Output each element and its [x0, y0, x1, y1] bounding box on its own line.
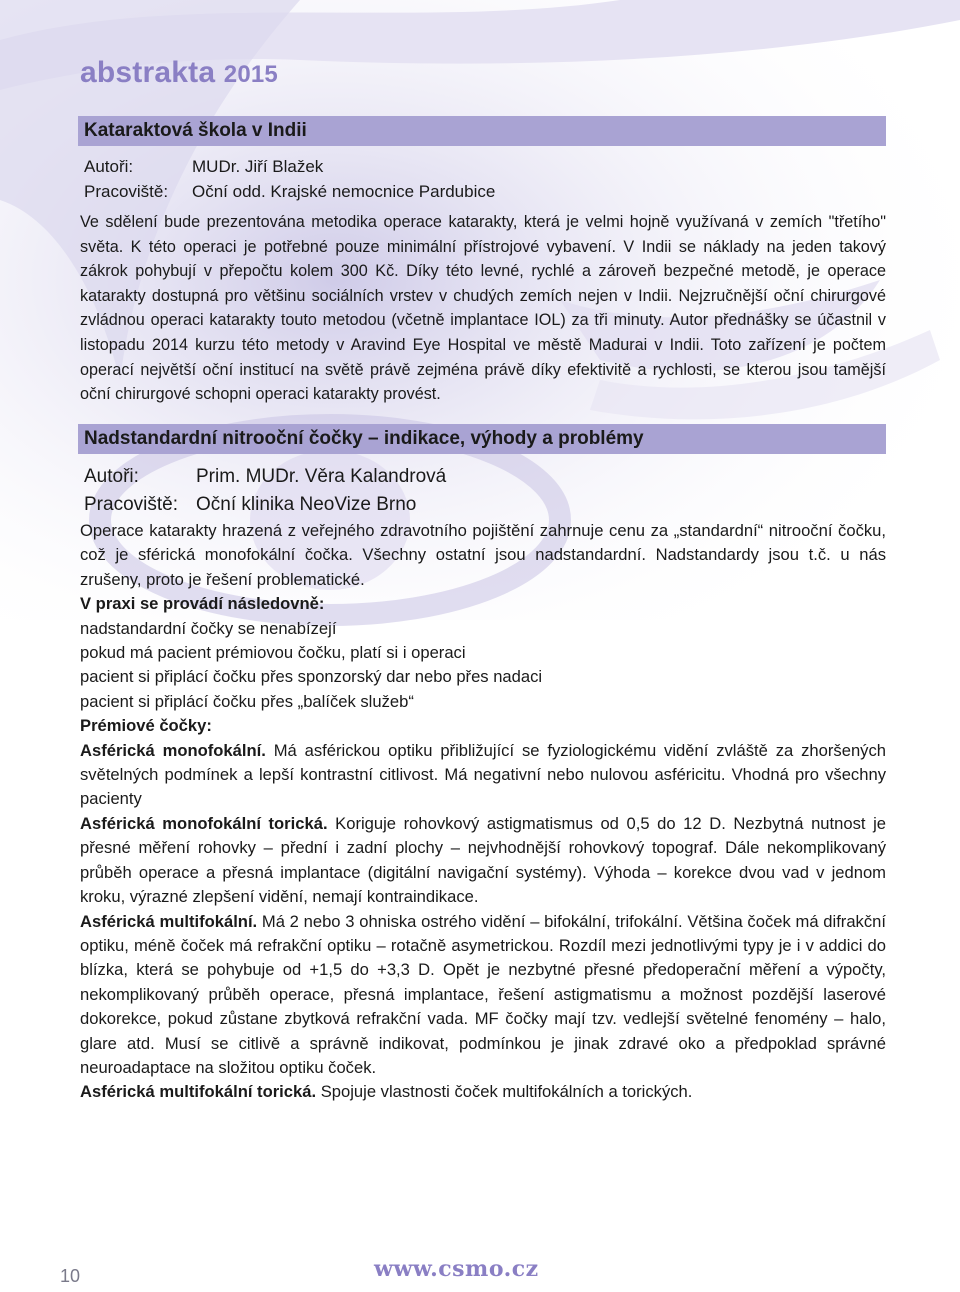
- practice-item: pokud má pacient prémiovou čočku, platí si i operaci: [80, 643, 466, 663]
- practice-item: nadstandardní čočky se nenabízejí: [80, 618, 337, 638]
- workplace-label: Pracoviště:: [84, 494, 178, 515]
- article2-body: [80, 519, 886, 1105]
- lens-name: Asférická monofokální torická.: [80, 813, 328, 833]
- lens-text: Koriguje rohovkový astigmatismus od 0,5 do 12 D. Nezbytná nutnost je přesné měření rohovky – přední i zadní plochy – nejvhodnější rohovkový topograf. Dále nekomplikovaný průběh operace a přesná implantace (digitální navigační systémy). Výhoda – korekce dvou vad v jednom kroku, výrazné zlepšení vidění, nemají kontraindikace.: [80, 813, 887, 907]
- article2-workplace: Oční klinika NeoVize Brno: [196, 494, 417, 515]
- premium-heading: Prémiové čočky:: [80, 716, 212, 736]
- article1-authors: MUDr. Jiří Blažek: [192, 157, 324, 176]
- page-number: 10: [60, 1266, 81, 1286]
- article1-body: [80, 210, 886, 407]
- article1-meta: [84, 154, 495, 204]
- footer-url-link[interactable]: www.csmo.cz: [374, 1256, 539, 1282]
- practice-item: pacient si připlácí čočku přes „balíček služeb“: [80, 691, 414, 711]
- lens-paragraph: [80, 812, 886, 910]
- article1-workplace: Oční odd. Krajské nemocnice Pardubice: [192, 182, 496, 201]
- authors-label: Autoři:: [84, 466, 139, 487]
- lens-name: Asférická monofokální.: [80, 740, 266, 760]
- authors-label: Autoři:: [84, 157, 134, 176]
- workplace-label: Pracoviště:: [84, 182, 169, 201]
- lens-text: Má asférickou optiku přibližující se fyziologickému vidění zvláště za zhoršených světelných podmínek a lepší kontrastní citlivost. Má negativní nebo nulovou asféricitu. Vhodná pro všechny pacienty: [80, 740, 886, 809]
- article1-title-bar: Kataraktová škola v Indii: [78, 116, 886, 146]
- lens-paragraph: [80, 739, 886, 812]
- lens-name: Asférická multifokální torická.: [80, 1082, 317, 1102]
- header-title-text: abstrakta: [80, 56, 216, 89]
- lens-paragraph: [80, 1080, 886, 1104]
- lens-text: Má 2 nebo 3 ohniska ostrého vidění – bifokální, trifokální. Většina čoček má difrakční optiku, méně čoček má refrakční optiku – rotačně asymetrickou. Rozdíl mezi jednotlivými typy je i v addici do blízka, která se pohybuje od +1,5 do +3,3 D. Opět je nezbytné přesné předoperační měření a výpočty, nekomplikovaný průběh operace, přesná implantace, řešení astigmatismu a možnost pozdější laserové dokorekce, pokud zůstane zbytková refrakční vada. MF čočky mají tzv. vedlejší světelné fenomény – halo, glare atd. Musí se citlivě a správně indikovat, podmínkou je jinak zdravé oko a předpoklad správné neuroadaptace na složitou optiku čoček.: [80, 911, 886, 1077]
- practice-item: pacient si připlácí čočku přes sponzorský dar nebo přes nadaci: [80, 667, 543, 687]
- lens-name: Asférická multifokální.: [80, 911, 258, 931]
- header-year: 2015: [223, 61, 278, 88]
- article2-title-bar: Nadstandardní nitrooční čočky – indikace, výhody a problémy: [78, 424, 886, 454]
- article1-body-text: Ve sdělení bude prezentována metodika operace katarakty, která je velmi hojně využívaná v zemích "třetího" světa. K této operaci je potřebné pouze minimální přístrojové vybavení. V Indii se náklady na jeden takový zákrok pohybují v přepočtu kolem 300 Kč. Díky této levné, rychlé a zároveň bezpečné metodě, je operace katarakty dostupná pro většinu sociálních vrstev v chudých zemích nejen v Indii. Nejzručnější oční chirurgové zvládnou operaci katarakty touto metodou (včetně implantace IOL) za tři minuty. Autor přednášky se účastnil v listopadu 2014 kurzu této metody v Aravind Eye Hospital ve městě Madurai v Indii. Toto zařízení je počtem operací největší oční institucí na světě právě zejména právě díky efektivitě a rychlosti, se kterou jsou tamější oční chirurgové schopni operaci katarakty provést.: [80, 213, 886, 404]
- article2-meta: [84, 463, 446, 519]
- lens-text: Spojuje vlastnosti čoček multifokálních a torických.: [316, 1082, 693, 1102]
- article2-intro: Operace katarakty hrazená z veřejného zdravotního pojištění zahrnuje cenu za „standardní“ nitrooční čočku, což je sférická monofokální čočka. Všechny ostatní jsou nadstandardní. Nadstandardy jsou t.č. u nás zrušeny, proto je řešení problematické.: [80, 521, 886, 589]
- lens-paragraph: [80, 910, 886, 1081]
- practice-heading: V praxi se provádí následovně:: [80, 594, 325, 614]
- article2-authors: Prim. MUDr. Věra Kalandrová: [196, 466, 447, 487]
- page-header-title: [80, 56, 278, 90]
